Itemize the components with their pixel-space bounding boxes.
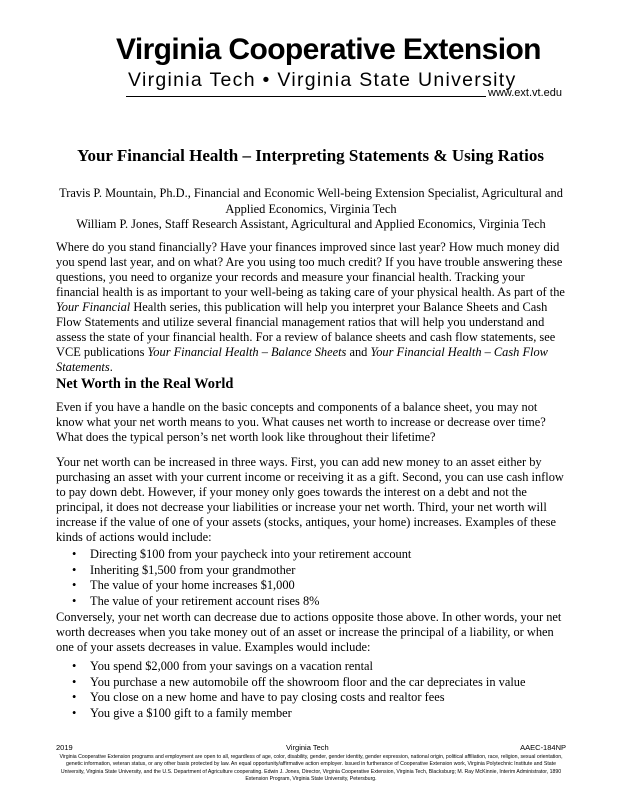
author-block	[56, 186, 566, 233]
section-heading: Net Worth in the Real World	[56, 376, 234, 392]
footer-code: AAEC-184NP	[520, 743, 566, 752]
list-item: • The value of your retirement account rises 8%	[72, 593, 320, 608]
paragraph-decrease: Conversely, your net worth can decrease due to actions opposite those above. In other words, your net worth decreases when you take money out of an asset or increase the principal of a liability, or when one of your assets decreases in value. Examples would include:	[56, 610, 562, 654]
paragraph-net-worth-intro: Even if you have a handle on the basic concepts and components of a balance sheet, you may not know what your net worth means to you. What causes net worth to increase or decrease over time? What does the typical person’s net worth look like throughout their lifetime?	[56, 400, 546, 444]
website-url[interactable]: www.ext.vt.edu	[488, 87, 562, 99]
university-names: Virginia Tech • Virginia State University	[128, 69, 517, 91]
footer-center: Virginia Tech	[286, 743, 329, 752]
author-1: Travis P. Mountain, Ph.D., Financial and Economic Well-being Extension Specialist, Agricultural and Applied Economics, Virginia Tech	[59, 186, 563, 216]
publication-cash-flow: Your Financial Health – Cash Flow Statements	[56, 345, 548, 374]
list-item: • You close on a new home and have to pay closing costs and realtor fees	[72, 690, 445, 704]
org-name: Virginia Cooperative Extension	[116, 33, 541, 66]
list-item: • Inheriting $1,500 from your grandmother	[72, 562, 296, 577]
list-item: • You give a $100 gift to a family member	[72, 705, 292, 720]
paragraph-increase: Your net worth can be increased in three ways. First, you can add new money to an asset either by purchasing an asset with your current income or receiving it as a gift. Second, you can use cash inflow to pay down debt. However, if your money only goes towards the interest on a debt and not the principal, it does not decrease your liabilities or increase your net worth. Third, your net worth will increase if the value of one of your assets (stocks, antiques, your home) increases. Examples of these kinds of actions would include:	[56, 455, 564, 544]
list-increase	[56, 547, 566, 609]
vce-logo	[116, 34, 566, 114]
list-item: • Directing $100 from your paycheck into your retirement account	[72, 547, 412, 561]
list-item: • The value of your home increases $1,000	[72, 578, 295, 592]
footer-legal: Virginia Cooperative Extension programs and employment are open to all, regardless of age, color, disability, gender, gender identity, gender expression, national origin, political affiliation, race, religion, sexual orientation, genetic information, veteran status, or any other basis protected by law. An equal opportunity/affirmative action employer. Issued in furtherance of Cooperative Extension work, Virginia Polytechnic Institute and State University, Virginia State University, and the U.S. Department of Agriculture cooperating. Edwin J. Jones, Director, Virginia Cooperative Extension, Virginia Tech, Blacksburg; M. Ray McKinnie, Interim Administrator, 1890 Extension Program, Virginia State University, Petersburg.	[59, 754, 563, 783]
series-name: Your Financial	[56, 300, 131, 314]
list-decrease	[56, 659, 566, 721]
intro-paragraph: Where do you stand financially? Have your finances improved since last year? How much money did you spend last year, and on what? Are you using too much credit? If you have trouble answering these questions, you need to organize your records and measure your financial health. Tracking your financial health is as important to your well-being as taking care of your physical health. As part of the Your Financial Health series, this publication will help you interpret your Balance Sheets and Cash Flow Statements and utilize several financial management ratios that will help you understand and assess the state of your financial health. For a review of balance sheets and cash flow statements, see VCE publications Your Financial Health – Balance Sheets and Your Financial Health – Cash Flow Statements.	[56, 240, 565, 374]
list-item: • You spend $2,000 from your savings on a vacation rental	[72, 659, 373, 673]
footer-year: 2019	[56, 743, 73, 752]
document-title: Your Financial Health – Interpreting Statements & Using Ratios	[77, 146, 544, 165]
list-item: • You purchase a new automobile off the showroom floor and the car depreciates in value	[72, 674, 526, 689]
header-rule	[126, 96, 486, 97]
publication-balance-sheets: Your Financial Health – Balance Sheets	[147, 345, 347, 359]
author-2: William P. Jones, Staff Research Assistant, Agricultural and Applied Economics, Virginia Tech	[76, 217, 546, 231]
